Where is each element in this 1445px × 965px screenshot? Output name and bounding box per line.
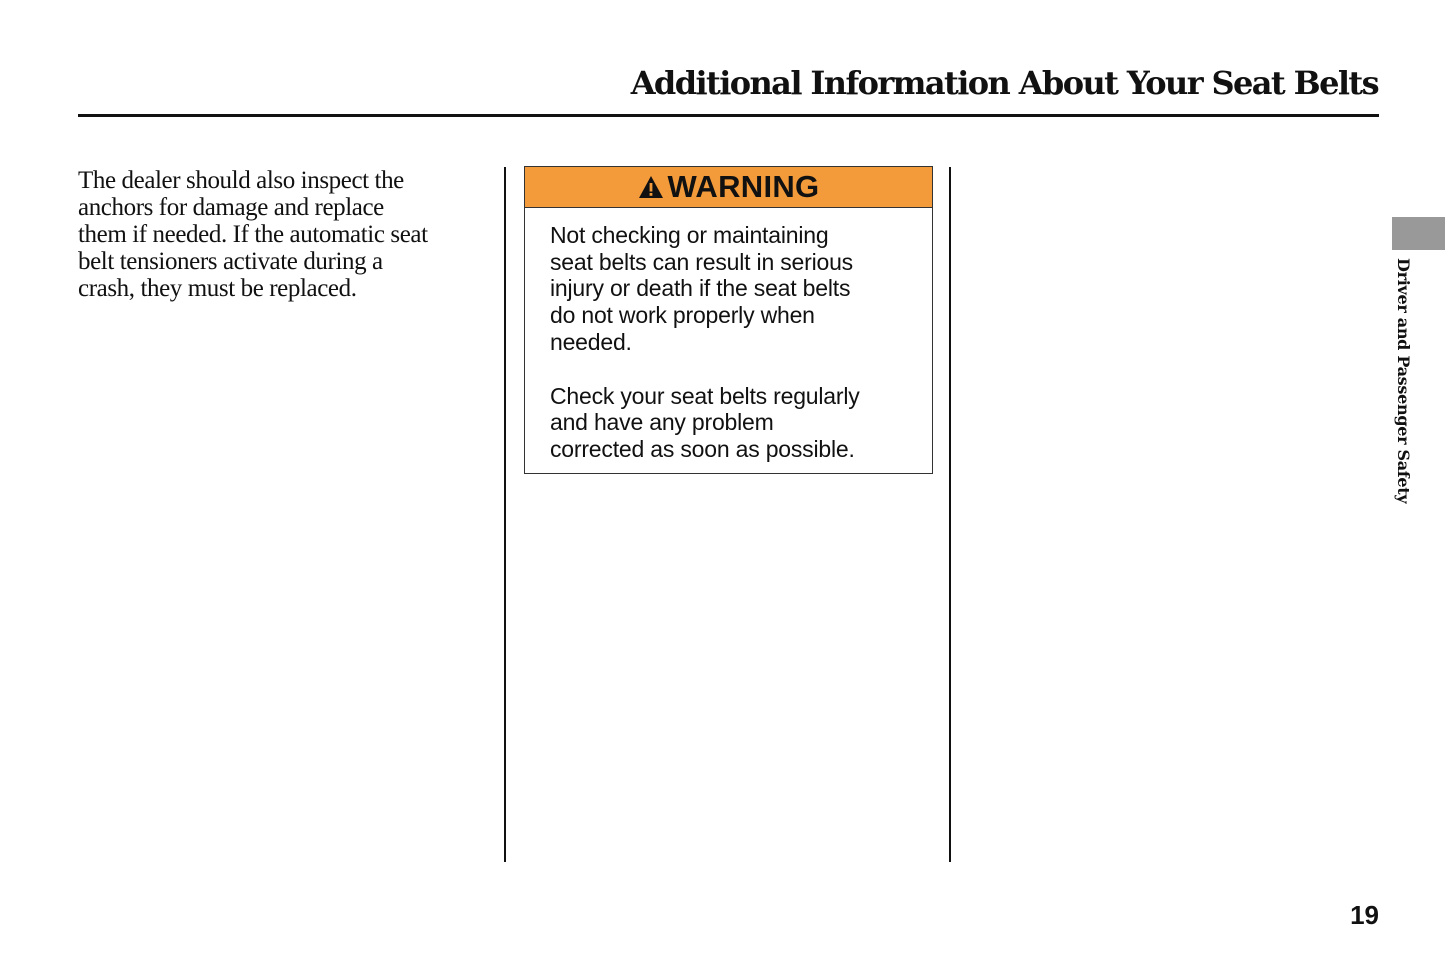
column-divider-left bbox=[504, 167, 506, 862]
warning-body bbox=[525, 208, 932, 463]
warning-header bbox=[525, 167, 932, 208]
warning-label: WARNING bbox=[667, 169, 820, 204]
section-tab-label: Driver and Passenger Safety bbox=[1394, 258, 1413, 504]
warning-paragraph: Check your seat belts regularly and have any problem corrected as soon as possible. bbox=[550, 382, 860, 462]
warning-triangle-icon bbox=[638, 175, 664, 199]
page-title: Additional Information About Your Seat Belts bbox=[630, 64, 1378, 102]
column-divider-right bbox=[949, 167, 951, 862]
body-paragraph: The dealer should also inspect the anchors for damage and replace them if needed. If the automatic seat belt tensioners activate during a crash, they must be replaced. bbox=[78, 167, 428, 302]
warning-box bbox=[524, 166, 933, 474]
section-tab-marker bbox=[1392, 217, 1445, 250]
title-divider bbox=[78, 114, 1379, 117]
page-number: 19 bbox=[1350, 900, 1379, 930]
warning-paragraph: Not checking or maintaining seat belts can result in serious injury or death if the seat belts do not work properly when needed. bbox=[550, 222, 853, 355]
